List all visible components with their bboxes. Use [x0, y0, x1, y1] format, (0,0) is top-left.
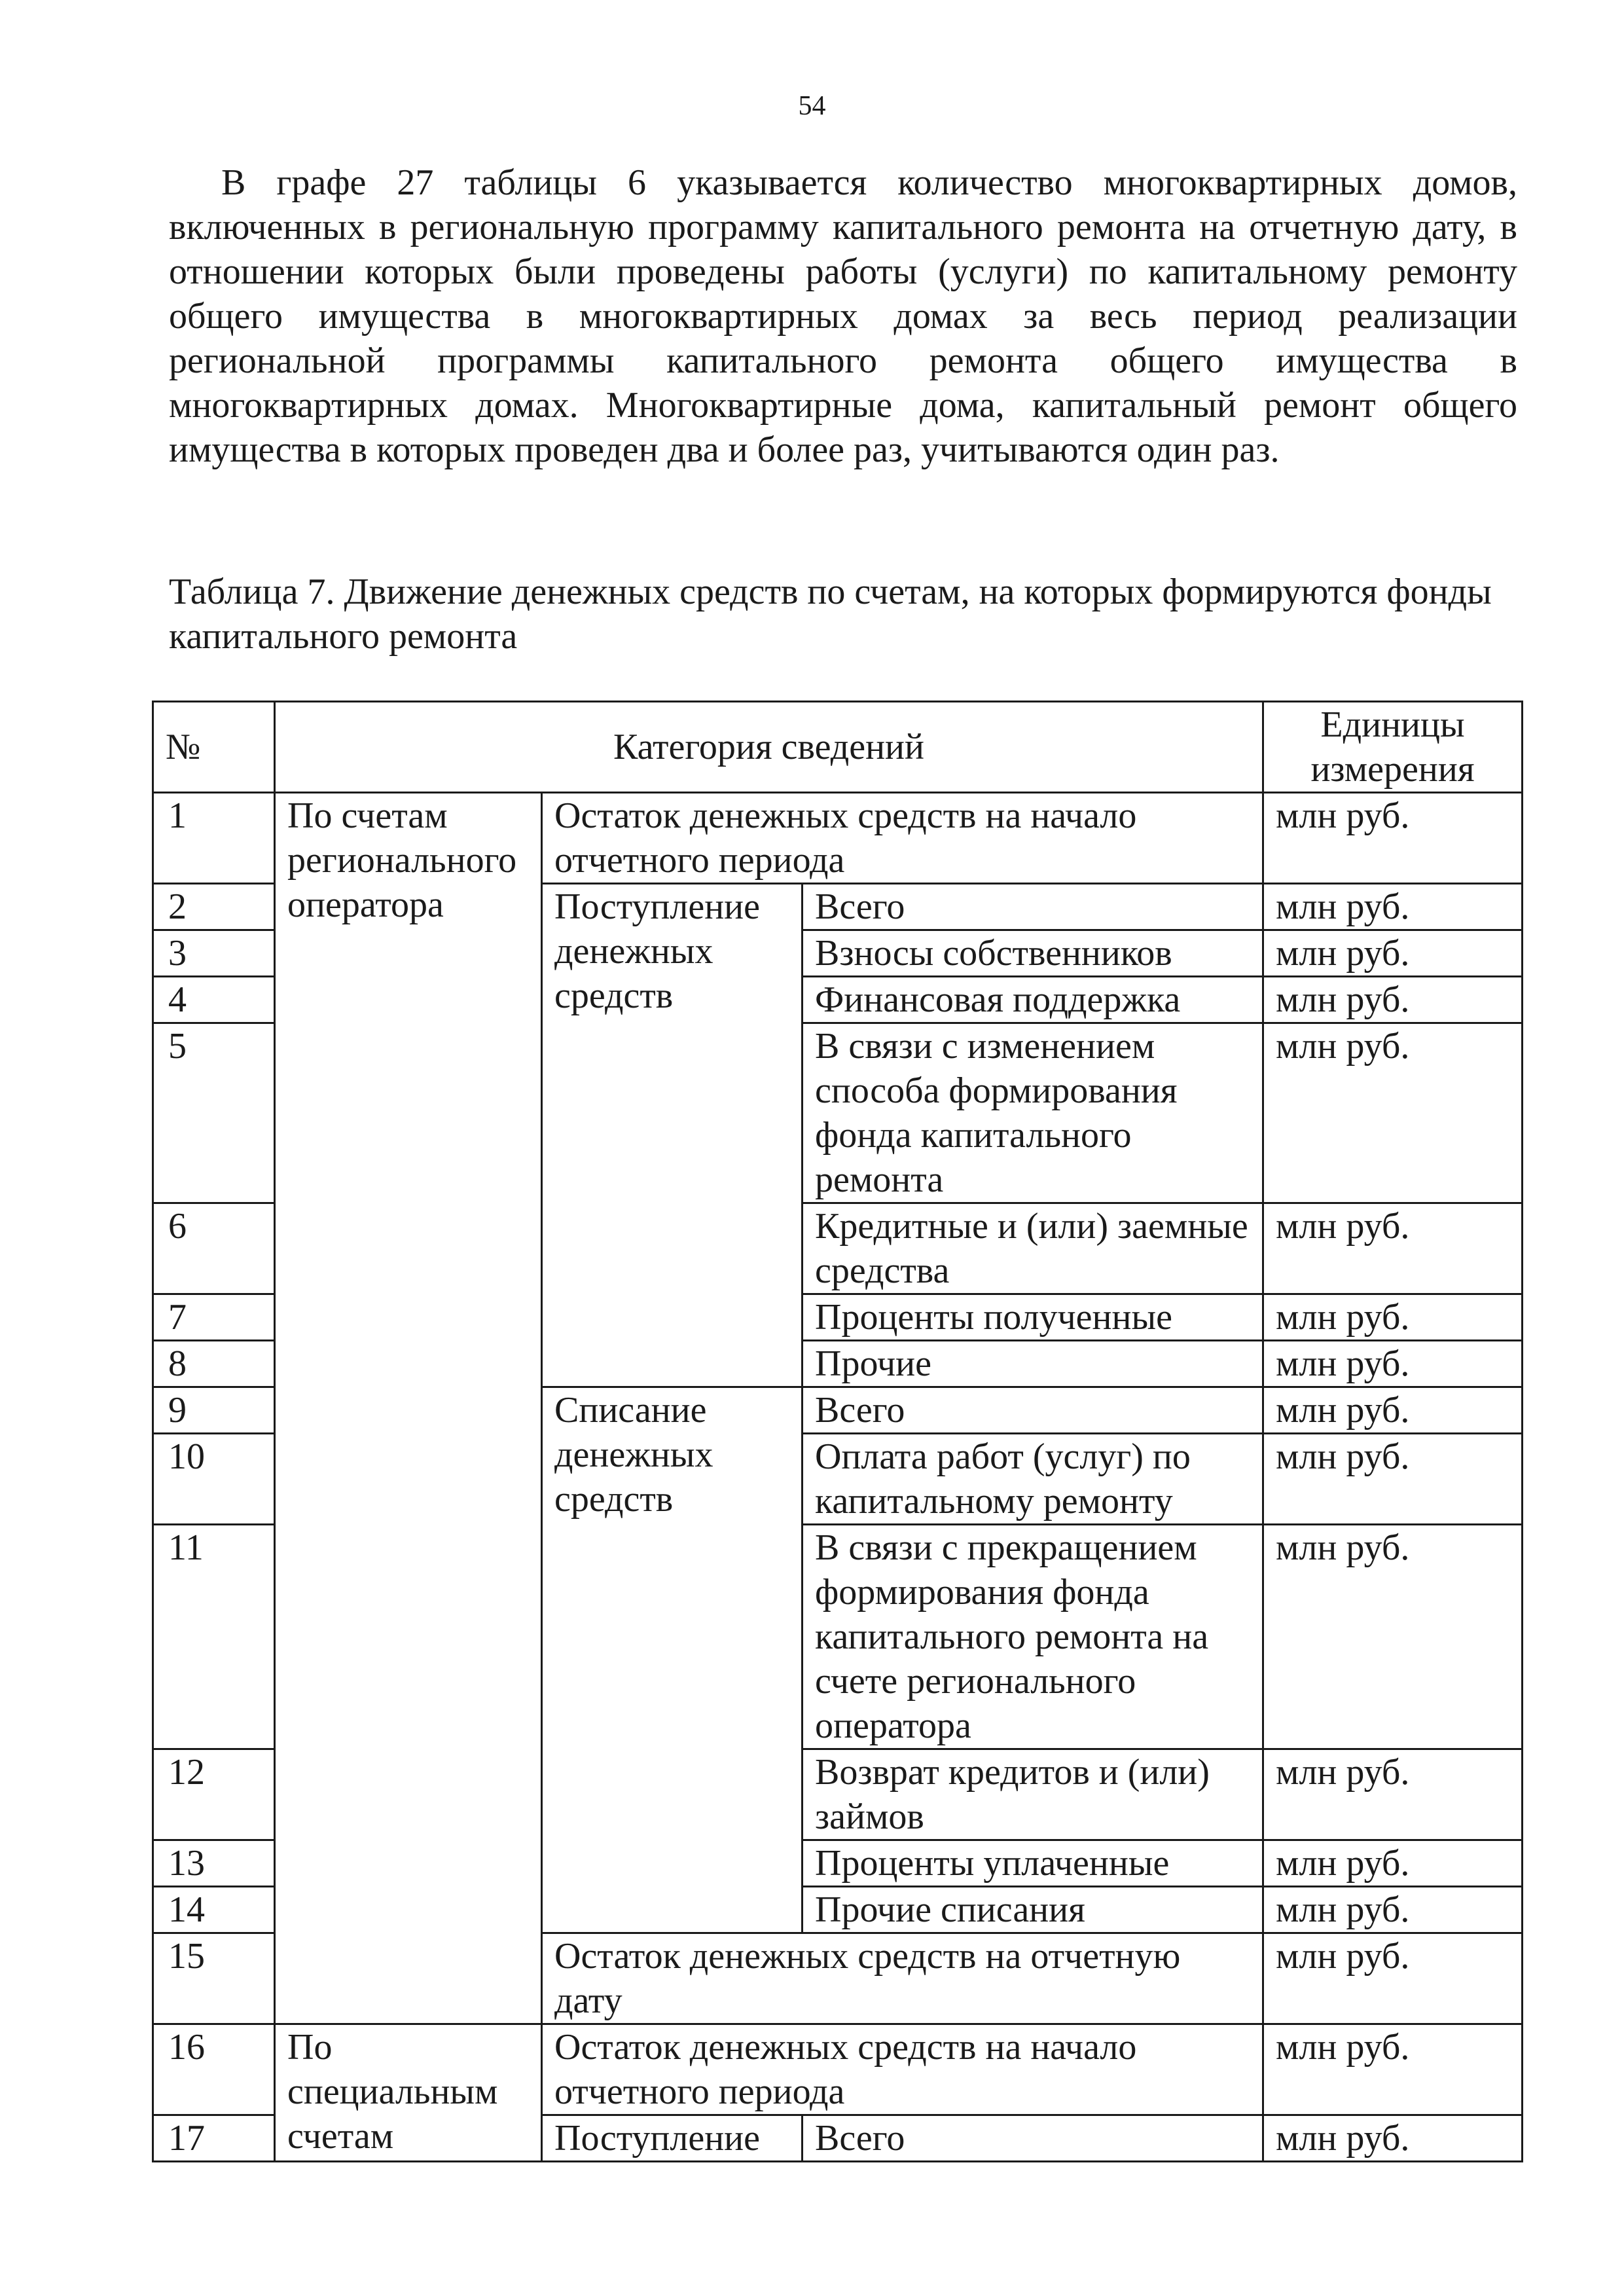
- group-special-accounts: По специальным счетам: [275, 2024, 542, 2162]
- row-unit: млн руб.: [1263, 884, 1523, 930]
- row-number: 10: [153, 1434, 275, 1525]
- table-header-row: [153, 702, 1523, 793]
- row-unit: млн руб.: [1263, 1840, 1523, 1887]
- row-unit: млн руб.: [1263, 1023, 1523, 1203]
- table-row: [153, 2024, 1523, 2115]
- row-number: 17: [153, 2115, 275, 2162]
- row-item: Всего: [803, 2115, 1263, 2162]
- row-item: В связи с изменением способа формирования фонда капитального ремонта: [803, 1023, 1263, 1203]
- row-unit: млн руб.: [1263, 2024, 1523, 2115]
- row-number: 11: [153, 1525, 275, 1749]
- row-unit: млн руб.: [1263, 1525, 1523, 1749]
- group-regional-operator: По счетам регионального оператора: [275, 793, 542, 2024]
- row-number: 14: [153, 1887, 275, 1933]
- row-unit: млн руб.: [1263, 1387, 1523, 1434]
- header-category: Категория сведений: [275, 702, 1263, 793]
- row-number: 13: [153, 1840, 275, 1887]
- page-number: 54: [798, 91, 826, 121]
- row-item: Прочие списания: [803, 1887, 1263, 1933]
- row-number: 3: [153, 930, 275, 977]
- subgroup-writeoff: Списание денежных средств: [542, 1387, 803, 1933]
- row-unit: млн руб.: [1263, 1341, 1523, 1387]
- row-number: 4: [153, 977, 275, 1023]
- row-number: 7: [153, 1294, 275, 1341]
- row-item: Прочие: [803, 1341, 1263, 1387]
- row-item: Возврат кредитов и (или) займов: [803, 1749, 1263, 1840]
- subgroup-income: Поступление денежных средств: [542, 884, 803, 1387]
- row-unit: млн руб.: [1263, 1203, 1523, 1294]
- row-unit: млн руб.: [1263, 1294, 1523, 1341]
- row-number: 1: [153, 793, 275, 884]
- row-number: 8: [153, 1341, 275, 1387]
- row-unit: млн руб.: [1263, 930, 1523, 977]
- header-units: Единицы измерения: [1263, 702, 1523, 793]
- row-unit: млн руб.: [1263, 977, 1523, 1023]
- row-item: Проценты полученные: [803, 1294, 1263, 1341]
- row-unit: млн руб.: [1263, 1434, 1523, 1525]
- row-number: 12: [153, 1749, 275, 1840]
- row-item: Остаток денежных средств на начало отчетного периода: [542, 793, 1263, 884]
- row-number: 15: [153, 1933, 275, 2024]
- row-number: 16: [153, 2024, 275, 2115]
- subgroup-income-short: Поступление: [542, 2115, 803, 2162]
- row-item: Остаток денежных средств на начало отчетного периода: [542, 2024, 1263, 2115]
- row-unit: млн руб.: [1263, 1933, 1523, 2024]
- row-unit: млн руб.: [1263, 2115, 1523, 2162]
- row-item: Проценты уплаченные: [803, 1840, 1263, 1887]
- row-item: Всего: [803, 1387, 1263, 1434]
- row-number: 2: [153, 884, 275, 930]
- row-unit: млн руб.: [1263, 793, 1523, 884]
- row-unit: млн руб.: [1263, 1887, 1523, 1933]
- row-item: В связи с прекращением формирования фонда капитального ремонта на счете регионального оператора: [803, 1525, 1263, 1749]
- row-unit: млн руб.: [1263, 1749, 1523, 1840]
- cash-flow-table: [152, 701, 1523, 2162]
- row-item: Остаток денежных средств на отчетную дату: [542, 1933, 1263, 2024]
- row-item: Всего: [803, 884, 1263, 930]
- table-caption: Таблица 7. Движение денежных средств по счетам, на которых формируются фонды капитального ремонта: [169, 572, 1492, 657]
- row-item: Кредитные и (или) заемные средства: [803, 1203, 1263, 1294]
- header-number: №: [153, 702, 275, 793]
- row-item: Финансовая поддержка: [803, 977, 1263, 1023]
- table-row: [153, 793, 1523, 884]
- row-item: Оплата работ (услуг) по капитальному ремонту: [803, 1434, 1263, 1525]
- row-number: 5: [153, 1023, 275, 1203]
- row-number: 9: [153, 1387, 275, 1434]
- row-item: Взносы собственников: [803, 930, 1263, 977]
- row-number: 6: [153, 1203, 275, 1294]
- body-paragraph: В графе 27 таблицы 6 указывается количество многоквартирных домов, включенных в региональную программу капитального ремонта на отчетную дату, в отношении которых были проведены работы (услуги) по капитальному ремонту общего имущества в многоквартирных домах за весь период реализации региональной программы капитального ремонта общего имущества в многоквартирных домах. Многоквартирные дома, капитальный ремонт общего имущества в которых проведен два и более раз, учитываются один раз.: [169, 162, 1517, 470]
